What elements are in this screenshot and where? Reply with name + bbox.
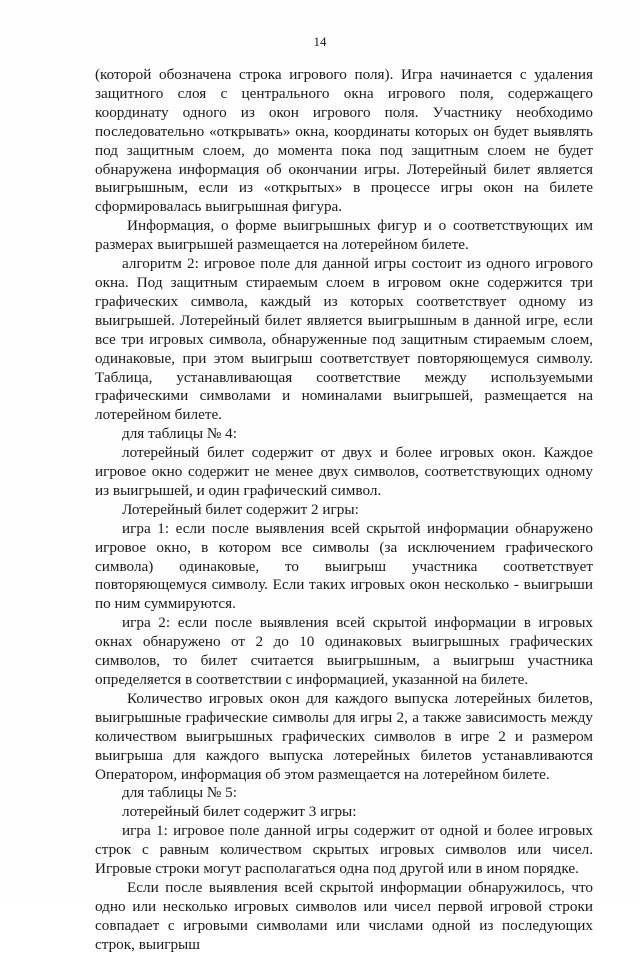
paragraph: Информация, о форме выигрышных фигур и о соответствующих им размерах выигрышей размещается на лотерейном билете. [95,217,593,254]
paragraph: лотерейный билет содержит 3 игры: [122,803,357,821]
paragraph: игра 1: если после выявления всей скрытой информации обнаружено игровое окно, в котором все символы (за исключением графического символа) одинаковые, то выигрыш участника соответствует повторяющемуся символу. Если таких игровых окон несколько - выигрыши по ним суммируются. [95,519,593,613]
page-number: 14 [313,34,327,49]
paragraph: (которой обозначена строка игрового поля). Игра начинается с удаления защитного слоя с центрального окна игрового поля, содержащего координату одного из окон игрового поля. Участнику необходимо последовательно «открывать» окна, координаты которых он будет выявлять под защитным слоем, до момента пока под защитным слоем не будет обнаружена информация об окончании игры. Лотерейный билет является выигрышным, если из «открытых» в процессе игры окон на билете сформировалась выигрышная фигура. [95,66,593,216]
paragraph: игра 2: если после выявления всей скрытой информации в игровых окнах обнаружено от 2 до 10 одинаковых выигрышных графических символов, то билет считается выигрышным, а выигрыш участника определяется в соответствии с информацией, указанной на билете. [95,614,593,688]
table-reference-heading: для таблицы № 5: [122,784,237,802]
paragraph: Если после выявления всей скрытой информации обнаружилось, что одно или несколько игровых символов или чисел первой игровой строки совпадает с игровыми символами или числами одной из последующих строк, выигрыш [95,878,593,953]
table-reference-heading: для таблицы № 4: [122,425,237,443]
paragraph: лотерейный билет содержит от двух и более игровых окон. Каждое игровое окно содержит не менее двух символов, соответствующих одному из выигрышей, и один графический символ. [95,444,593,499]
paragraph: Лотерейный билет содержит 2 игры: [122,500,359,518]
document-body [95,66,593,955]
paragraph: алгоритм 2: игровое поле для данной игры состоит из одного игрового окна. Под защитным стираемым слоем в игровом окне содержится три графических символа, каждый из которых соответствует одному из выигрышей. Лотерейный билет является выигрышным в данной игре, если все три игровых символа, обнаруженные под защитным стираемым слоем, одинаковые, при этом выигрыш соответствует повторяющемуся символу. Таблица, устанавливающая соответствие между используемыми графическими символами и номиналами выигрышей, размещается на лотерейном билете. [95,255,593,424]
paragraph: игра 1: игровое поле данной игры содержит от одной и более игровых строк с равным количеством скрытых игровых символов или чисел. Игровые строки могут располагаться одна под другой или в ином порядке. [95,822,593,878]
paragraph: Количество игровых окон для каждого выпуска лотерейных билетов, выигрышные графические символы для игры 2, а также зависимость между количеством выигрышных графических символов в игре 2 и размером выигрыша для каждого выпуска лотерейных билетов устанавливаются Оператором, информация об этом размещается на лотерейном билете. [95,689,593,783]
